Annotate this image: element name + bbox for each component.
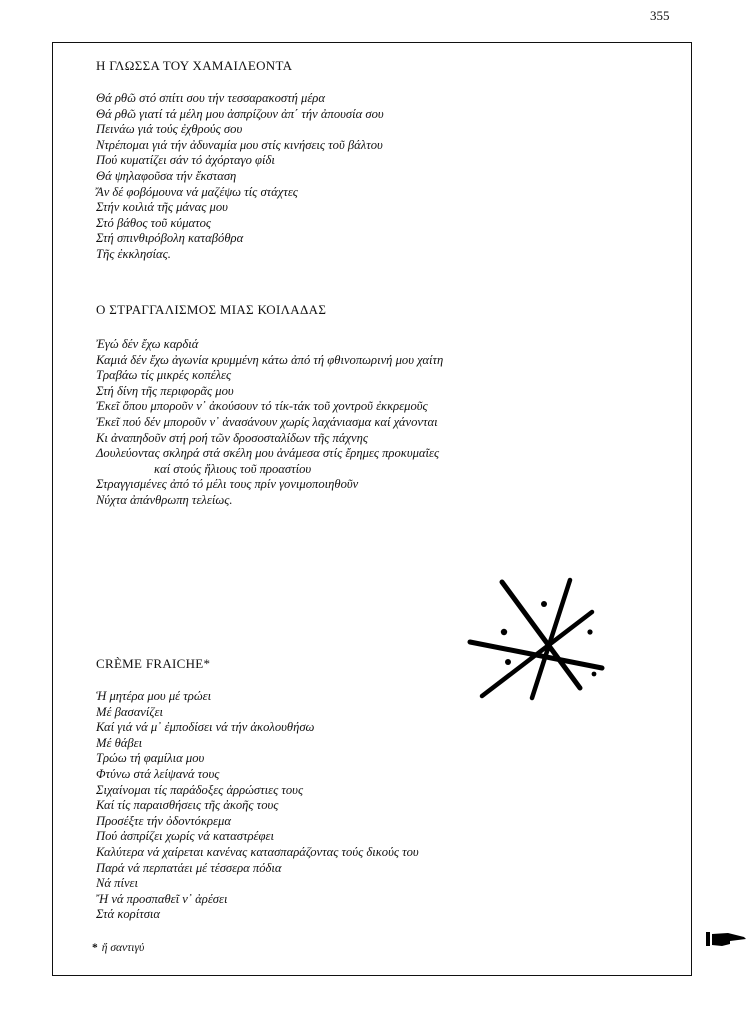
footnote-mark: *	[92, 942, 98, 954]
poem-line: Ἤ νά προσπαθεῖ ν᾿ ἀρέσει	[96, 891, 228, 906]
poem-line: Σιχαίνομαι τίς παράδοξες ἀρρώστιες τους	[96, 782, 304, 797]
poem-line: Ἐκεῖ πού δέν μποροῦν ν᾿ ἀνασάνουν χωρίς λαχάνιασμα καί χάνονται	[96, 414, 438, 429]
pointing-hand-icon	[704, 929, 748, 949]
footnote-text: ἤ σαντιγύ	[101, 942, 145, 954]
poem-line: Τραβάω τίς μικρές κοπέλες	[96, 368, 232, 383]
poem-line: Στήν κοιλιά τῆς μάνας μου	[96, 200, 228, 215]
poem-line: Μέ θάβει	[96, 735, 143, 750]
poem-lines	[96, 337, 576, 509]
poem-line: Ἡ μητέρα μου μέ τρώει	[96, 689, 212, 703]
poem-line: Θά ρθῶ γιατί τά μέλη μου ἀσπρίζουν ἀπ΄ τήν ἀπουσία σου	[96, 106, 384, 121]
poem-line: Στή σπινθιρόβολη καταβόθρα	[96, 231, 244, 246]
poem-line: Φτύνω στά λείψανά τους	[96, 766, 220, 781]
poem-creme-fraiche	[96, 656, 566, 923]
poem-line: Θά ψηλαφοῦσα τήν ἔκσταση	[96, 168, 237, 183]
footnote	[92, 942, 144, 954]
poem-line: Στραγγισμένες ἀπό τό μέλι τους πρίν γονιμοποιηθοῦν	[96, 477, 359, 492]
poem-line: Πού ἀσπρίζει χωρίς νά καταστρέφει	[96, 829, 274, 844]
poem-line: Παρά νά περπατάει μέ τέσσερα πόδια	[96, 860, 282, 875]
poem-line: Μέ βασανίζει	[96, 704, 163, 719]
poem-title: CRÈME FRAICHE*	[96, 656, 211, 671]
poem-line: Δουλεύοντας σκληρά στά σκέλη μου ἀνάμεσα στίς ἔρημες προκυμαῖες	[96, 446, 440, 461]
poem-line: Στό βάθος τοῦ κύματος	[96, 215, 212, 230]
poem-line: Κι ἀναπηδοῦν στή ροή τῶν δροσοσταλίδων τῆς πάχνης	[96, 430, 368, 445]
poem-line: Νά πίνει	[96, 876, 139, 891]
poem-title: Ο ΣΤΡΑΓΓΑΛΙΣΜΟΣ ΜΙΑΣ ΚΟΙΛΑΔΑΣ	[96, 302, 327, 317]
poem-line: Νύχτα ἀπάνθρωπη τελείως.	[96, 492, 233, 507]
poem-line: Ἐγώ δέν ἔχω καρδιά	[96, 337, 199, 351]
poem-line: Θά ρθῶ στό σπίτι σου τήν τεσσαρακοστή μέρα	[96, 91, 325, 105]
poem-line: καί στούς ἥλιους τοῦ προαστίου	[154, 461, 312, 476]
page-number: 355	[650, 8, 670, 23]
poem-title: Η ΓΛΩΣΣΑ ΤΟΥ ΧΑΜΑΙΛΕΟΝΤΑ	[96, 58, 293, 73]
poem-line: Πεινάω γιά τούς ἐχθρούς σου	[96, 122, 243, 137]
poem-line: Ντρέπομαι γιά τήν ἀδυναμία μου στίς κινήσεις τοῦ βάλτου	[96, 137, 383, 152]
poem-lines	[96, 91, 566, 263]
poem-line: Καλύτερα νά χαίρεται κανένας κατασπαράζοντας τούς δικούς του	[96, 844, 419, 859]
poem-line: Στά κορίτσια	[96, 907, 161, 922]
poem-line: Τῆς ἐκκλησίας.	[96, 246, 171, 261]
poem-line: Τρώω τή φαμίλια μου	[96, 751, 205, 766]
poem-line: Στή δίνη τῆς περιφορᾶς μου	[96, 383, 234, 398]
poem-line: Προσέξτε τήν ὀδοντόκρεμα	[96, 813, 231, 828]
poem-chameleon	[96, 58, 566, 263]
poem-line: Πού κυματίζει σάν τό ἀχόρταγο φίδι	[96, 153, 275, 168]
poem-line: Καμιά δέν ἔχω ἀγωνία κρυμμένη κάτω ἀπό τή φθινοπωρινή μου χαίτη	[96, 352, 444, 367]
poem-line: Ἄν δέ φοβόμουνα νά μαζέψω τίς στάχτες	[96, 184, 298, 199]
poem-lines	[96, 689, 566, 923]
poem-line: Ἐκεῖ ὅπου μποροῦν ν᾿ ἀκούσουν τό τίκ-τάκ τοῦ χοντροῦ ἐκκρεμοῦς	[96, 399, 428, 414]
poem-valley	[96, 302, 576, 509]
poem-line: Καί γιά νά μ᾿ ἐμποδίσει νά τήν ἀκολουθήσω	[96, 720, 315, 735]
poem-line: Καί τίς παραισθήσεις τῆς ἀκοῆς τους	[96, 798, 279, 813]
